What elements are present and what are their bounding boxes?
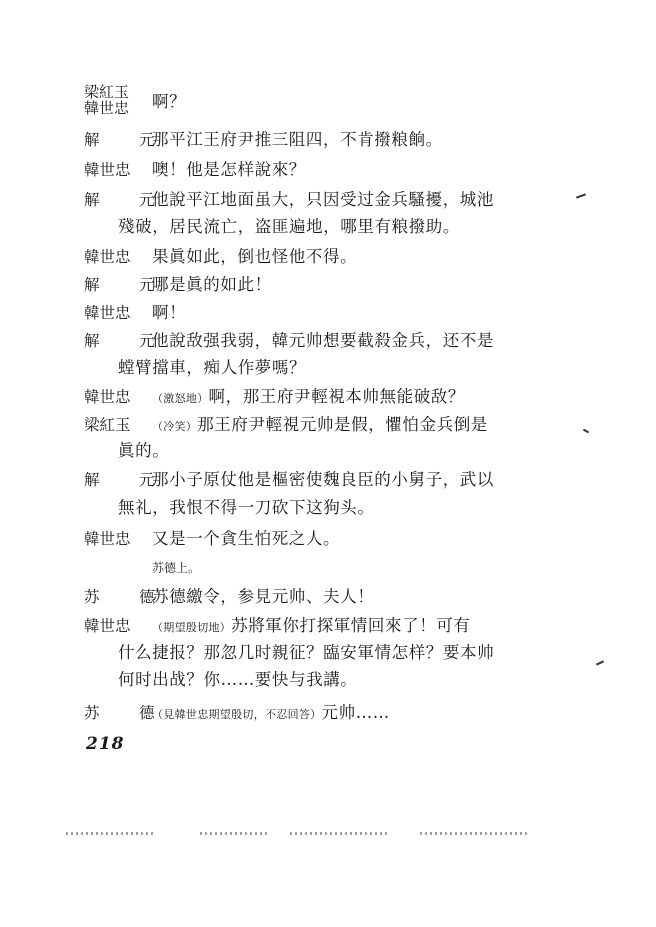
stage-direction: （期望殷切地） bbox=[152, 621, 232, 634]
speaker-name: 梁紅玉 bbox=[84, 416, 131, 434]
dialog-text: 啊！ bbox=[152, 303, 187, 322]
dialog-text: 他說平江地面虽大，只因受过金兵騷擾，城池 bbox=[152, 190, 494, 209]
dialog-text: 那小子原仗他是樞密使魏良臣的小舅子，武以 bbox=[152, 470, 494, 489]
speaker-name: 解 元 bbox=[84, 191, 167, 209]
dialog-text: 果眞如此，倒也怪他不得。 bbox=[152, 247, 358, 266]
dialog-text: 何时出战？你……要快与我講。 bbox=[118, 670, 358, 689]
speaker-name: 韓世忠 bbox=[84, 617, 131, 635]
dialog-text: 那王府尹輕視元帅是假，懼怕金兵倒是 bbox=[197, 415, 488, 434]
dialog-text: 噢！他是怎样說來？ bbox=[152, 160, 306, 179]
stage-direction: （見韓世忠期望殷切，不忍回答） bbox=[152, 708, 322, 721]
dialog-text: 苏將軍你打探軍情回來了！可有 bbox=[231, 616, 471, 635]
stage-direction: （冷笑） bbox=[152, 420, 198, 433]
speaker-name: 韓世忠 bbox=[84, 161, 131, 179]
dialog-text: 啊，那王府尹輕視本帅無能破敌？ bbox=[208, 387, 465, 406]
speaker-name: 韓世忠 bbox=[84, 530, 131, 548]
scan-artifact bbox=[66, 832, 156, 835]
stacked-speakers bbox=[84, 84, 144, 116]
dialog-text: 苏德繳令，参見元帅、夫人！ bbox=[152, 587, 375, 606]
speaker-name: 解 元 bbox=[84, 471, 167, 489]
dialog-text bbox=[152, 700, 390, 728]
page-number: 218 bbox=[86, 734, 125, 754]
dialog-text bbox=[152, 384, 465, 412]
speaker-name: 解 元 bbox=[84, 332, 167, 350]
speaker-name: 解 元 bbox=[84, 276, 167, 294]
dialog-text: 啊？ bbox=[152, 92, 187, 111]
speaker-name: 解 元 bbox=[84, 131, 167, 149]
dialog-text: 元帅…… bbox=[321, 703, 390, 722]
dialog-text: 哪是眞的如此！ bbox=[152, 275, 272, 294]
scan-mark bbox=[596, 660, 604, 665]
dialog-text: 殘破，居民流亡，盗匪遍地，哪里有粮撥助。 bbox=[118, 217, 460, 236]
dialog-text: 他說敌强我弱，韓元帅想要截殺金兵，还不是 bbox=[152, 331, 494, 350]
dialog-text: 眞的。 bbox=[118, 441, 170, 460]
dialog-text bbox=[152, 613, 471, 641]
dialog-text: 螳臂擋車，痴人作夢嗎？ bbox=[118, 358, 307, 377]
dialog-text bbox=[152, 412, 488, 440]
dialog-text: 又是一个貪生怕死之人。 bbox=[152, 529, 341, 548]
dialog-text: 那平江王府尹推三阻四，不肯撥粮餉。 bbox=[152, 130, 443, 149]
speaker-name: 苏 德 bbox=[84, 588, 167, 606]
dialog-text: 什么捷报？那忽几时親征？臨安軍情怎样？要本帅 bbox=[118, 643, 495, 662]
scan-artifact bbox=[200, 832, 270, 835]
scan-artifact bbox=[290, 832, 390, 835]
scan-mark bbox=[576, 193, 586, 198]
speaker-name: 苏 德 bbox=[84, 704, 167, 722]
speaker-name: 韓世忠 bbox=[84, 304, 131, 322]
speaker-name: 韓世忠 bbox=[84, 248, 131, 266]
speaker-name: 韓世忠 bbox=[84, 388, 131, 406]
stage-direction: 苏德上。 bbox=[152, 561, 201, 575]
speaker-name: 梁紅玉 bbox=[84, 83, 130, 101]
scan-mark bbox=[583, 429, 589, 434]
speaker-name: 韓世忠 bbox=[84, 99, 130, 117]
stage-direction: （激怒地） bbox=[152, 392, 209, 405]
scan-artifact bbox=[420, 832, 530, 835]
dialog-text: 無礼，我恨不得一刀砍下这狗头。 bbox=[118, 498, 375, 517]
